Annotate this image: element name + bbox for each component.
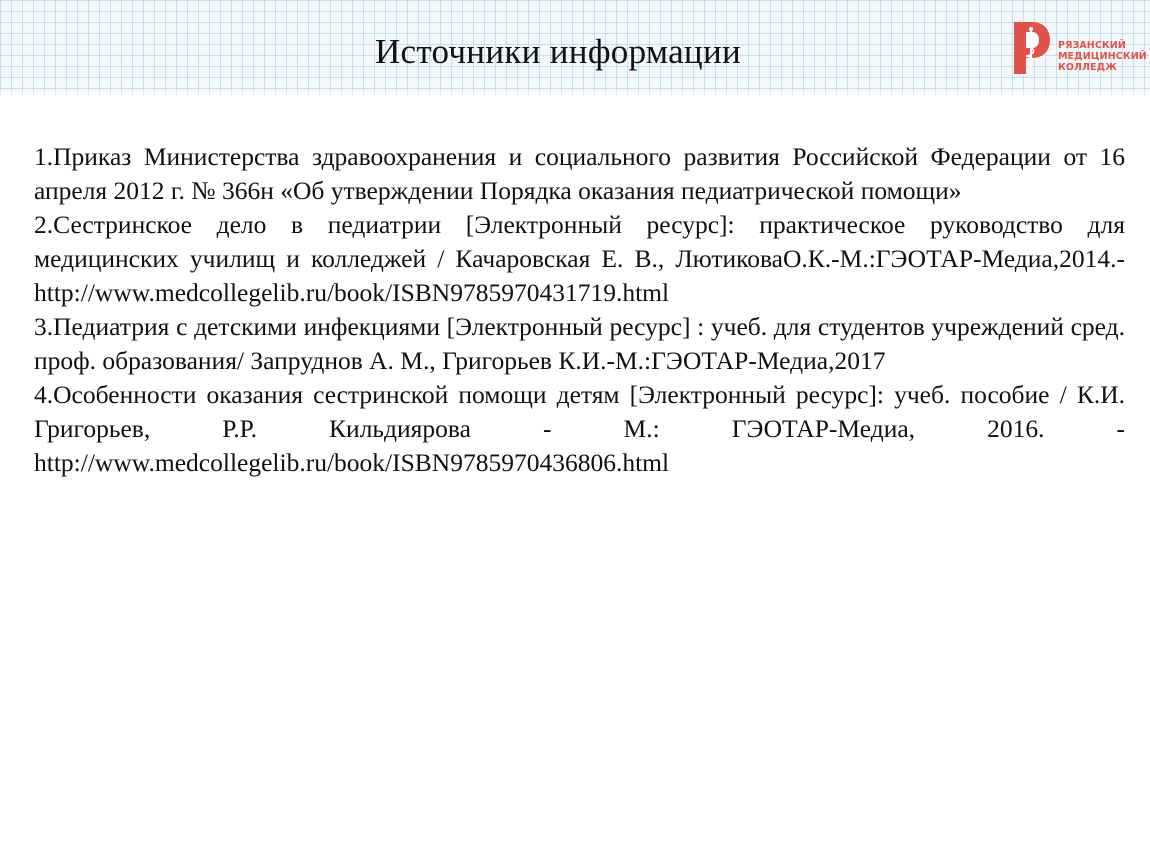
page-title: Источники информации [374, 32, 742, 71]
logo-line-3: КОЛЛЕДЖ [1058, 62, 1117, 73]
header-fade [0, 88, 1150, 100]
source-item-1: 1.Приказ Министерства здравоохранения и социального развития Российской Федерации от 16 апреля 2012 г. № 366н «Об утверждении Порядка оказания педиатрической помощи» [34, 142, 1125, 205]
logo-text [1058, 40, 1147, 73]
college-logo [1010, 18, 1147, 82]
source-item-2: 2.Сестринское дело в педиатрии [Электронный ресурс]: практическое руководство для медицинских училищ и колледжей / Качаровская Е. В., ЛютиковаО.К.-М.:ГЭОТАР-Медиа,2014.- http://www.medcollegelib.ru/book/ISBN9785970431719.html [34, 210, 1125, 307]
logo-line-1: РЯЗАНСКИЙ [1058, 40, 1126, 51]
sources-list [34, 140, 1125, 480]
source-item-3: 3.Педиатрия с детскими инфекциями [Электронный ресурс] : учеб. для студентов учреждений сред. проф. образования/ Запруднов А. М., Григорьев К.И.-М.:ГЭОТАР-Медиа,2017 [34, 312, 1125, 375]
source-item-4: 4.Особенности оказания сестринской помощи детям [Электронный ресурс]: учеб. пособие / К.И. Григорьев, Р.Р. Кильдиярова - М.: ГЭОТАР-Медиа, 2016. - http://www.medcollegelib.ru/book/ISBN9785970436806.html [34, 380, 1125, 477]
caduceus-logo-icon [1010, 18, 1054, 78]
logo-line-2: МЕДИЦИНСКИЙ [1058, 51, 1147, 62]
